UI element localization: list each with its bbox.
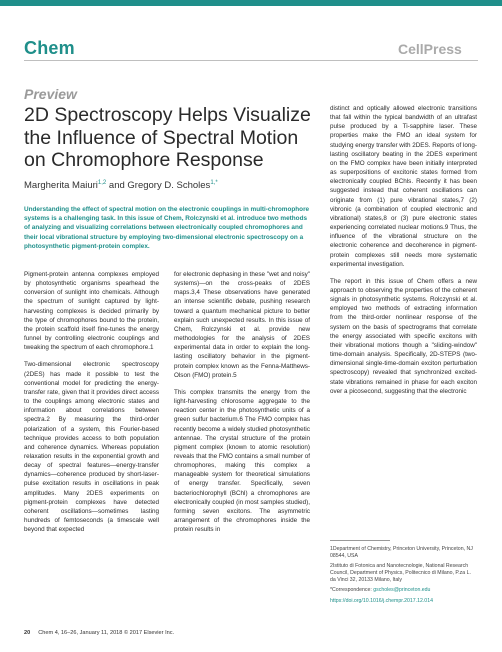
publisher-logo: CellPress: [398, 41, 462, 57]
text-column-2: [174, 270, 310, 542]
article-summary: Understanding the effect of spectral motion on the electronic couplings in multi-chromophore systems is a challenging task. In this issue of Chem, Rolczynski et al. introduce two methods of analyzing and visualizing correlations between electronically coupled chromophores and their local vibrational structure by employing two-dimensional electronic spectroscopy on a photosynthetic pigment-protein complex.: [24, 206, 310, 250]
page-footer: [24, 630, 174, 636]
paragraph: The report in this issue of Chem offers a new approach to observing the properties of the coherent signals in photosynthetic systems. Rolczynski et al. employed two methods of extracting information from the third-order nonlinear response of the system on the basis of spectrograms that correlate the energy associated with specific excitons with their vibrational motions though a "sliding-window" time-domain analysis. Specifically, 2D-STEPS (two-dimensional single-time-domain exciton perturbation spectroscopy) revealed that synchronized excited-state vibrations remained in phase for each exciton over a picosecond, suggesting that the electronic: [330, 277, 477, 395]
correspondence-footnote: [330, 587, 477, 594]
footnotes: [330, 546, 477, 608]
paragraph: distinct and optically allowed electronic transitions that fall within the typical bandwidth of an ultrafast pulse produced by a Ti-sapphire laser. These properties make the FMO an ideal system for studying energy transfer with 2DES. Reports of long-lasting oscillatory beating in the 2DES experiment on the FMO complex have been initially interpreted as superpositions of excitonic states formed from electronically coupled BChls. Recently it has been suggested instead that coherent oscillations can originate from (1) pure vibrational states,7 (2) vibronic (a combination of coupled electronic and vibrational) states,8 or (3) pure electronic states experiencing correlated nuclear motions.9 Thus, the influence of the vibrational structure on the electronic coherence and decoherence in pigment-protein complexes still needs more systematic experimental investigation.: [330, 105, 477, 268]
text-column-3: [330, 104, 477, 404]
affiliation-footnote: 2Istituto di Fotonica and Nanotecnologie, National Research Council, Department of Physics, Politecnico di Milano, P.za L. da Vinci 32, 20133 Milano, Italy: [330, 563, 471, 584]
journal-color-bar: [0, 0, 502, 6]
author-name: Margherita Maiuri: [24, 180, 98, 192]
footnote-rule: [330, 540, 390, 541]
article-title: 2D Spectroscopy Helps Visualize the Influence of Spectral Motion on Chromophore Response: [24, 104, 311, 171]
affiliation-footnote: 1Department of Chemistry, Princeton University, Princeton, NJ 08544, USA: [330, 546, 473, 560]
author-affiliation-marker: 1,2: [97, 180, 107, 186]
author-affiliation-marker: 1,*: [210, 180, 218, 186]
paragraph: Pigment-protein antenna complexes employed by photosynthetic organisms spearhead the conversion of sunlight into chemicals. Although the spectrum of sunlight captured by light-harvesting complexes is decided primarily by the type of chromophores bound to the protein, the protein scaffold itself fine-tunes the energy funnel by controlling electronic couplings and tweaking the spectrum of each chromophore.1: [24, 271, 159, 352]
text-column-1: [24, 270, 159, 542]
page-number: 20: [24, 630, 31, 636]
author-line: [24, 180, 218, 191]
correspondence-email-link[interactable]: gscholes@princeton.edu: [373, 587, 431, 594]
citation-line: Chem 4, 16–26, January 11, 2018 © 2017 Elsevier Inc.: [38, 630, 175, 636]
paragraph: for electronic dephasing in these "wet and noisy" systems)—on the cross-peaks of 2DES maps.3,4 These observations have generated an intense scientific debate, pushing research toward a quantum mechanical picture to better explain such unexpected results. In this issue of Chem, Rolczynski et al. provide new methodologies for the analysis of 2DES experimental data in order to explain the long-lasting oscillatory behavior in the pigment-protein complex known as the Fenna-Matthews-Olson (FMO) protein.5: [174, 271, 310, 379]
section-label: Preview: [24, 86, 77, 102]
correspondence-label: *Correspondence:: [330, 587, 374, 594]
paragraph: This complex transmits the energy from the light-harvesting chlorosome aggregate to the reaction center in the photosynthetic units of a green sulfur bacterium.6 The FMO complex has recently become a widely studied photosynthetic antennae. The crystal structure of the protein pigment complex (known to atomic resolution) reveals that the FMO contains a small number of chromophores, making this complex a manageable system for theoretical simulations of energy transfer. Specifically, seven bacteriochlorophyll (BChl) a chromophores are electronically coupled (in most samples studied), forming seven excitons. The asymmetric arrangement of the chromophores inside the protein results in: [174, 388, 310, 534]
header-rule: [24, 60, 478, 61]
paragraph: Two-dimensional electronic spectroscopy (2DES) has made it possible to test the conventional model for predicting the energy-transfer rate, given that it provides direct access to the couplings among electronic states and information about correlations between spectra.2 By measuring the third-order polarization of a system, this Fourier-based technique provides access to both population and coherence dynamics. Whereas population relaxation results in the exponential growth and decay of spectral features—energy-transfer dynamics—coherence produced by short-laser-pulse excitation results in oscillations in peak amplitudes. Many 2DES experiments on pigment-protein complexes have detected coherent oscillations—sometimes lasting hundreds of femtoseconds (a timescale well beyond that expected: [24, 361, 159, 534]
author-name: Gregory D. Scholes: [127, 180, 211, 192]
doi-link[interactable]: https://doi.org/10.1016/j.chempr.2017.12.014: [330, 597, 433, 604]
author-separator: and: [106, 180, 128, 192]
journal-name: Chem: [24, 38, 75, 58]
